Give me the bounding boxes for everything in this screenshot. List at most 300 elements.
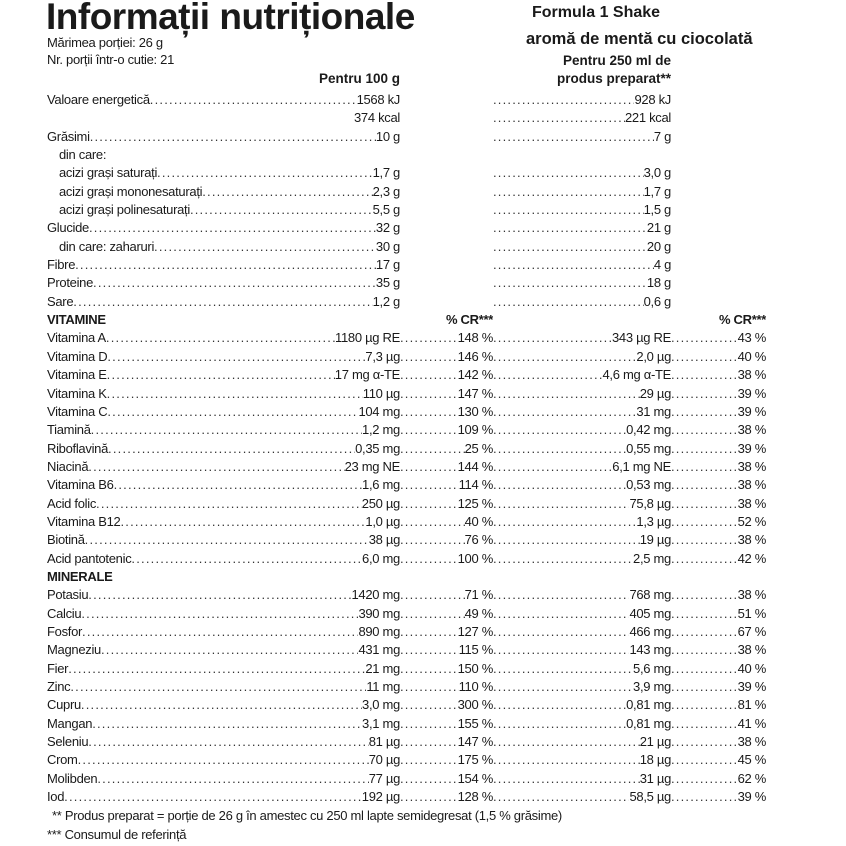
- value-per-250ml: 31 mg: [636, 403, 671, 419]
- dot-leader: [400, 623, 458, 641]
- dot-leader: [671, 751, 738, 769]
- cr-per-100g-cell: [400, 751, 493, 769]
- dot-leader: [671, 274, 766, 292]
- dot-leader: [106, 311, 400, 329]
- dot-leader: [202, 183, 372, 201]
- dot-leader: [671, 623, 738, 641]
- value-per-250ml-cell: [493, 329, 671, 347]
- dot-leader: [400, 458, 458, 476]
- cr-per-100g-cell: [400, 788, 493, 806]
- dot-leader: [400, 329, 458, 347]
- dot-leader: [81, 696, 362, 714]
- value-per-250ml: 21 g: [646, 220, 671, 236]
- cr-per-250ml-cell: [671, 513, 766, 531]
- table-row: [47, 751, 766, 769]
- cr-per-100g-cell: [400, 348, 493, 366]
- cr-per-250ml-cell: [671, 751, 766, 769]
- nutrient-label: Cupru: [47, 697, 81, 713]
- cr-per-100g-cell: [400, 458, 493, 476]
- dot-leader: [90, 128, 376, 146]
- dot-leader: [671, 568, 766, 586]
- dot-leader: [400, 293, 493, 311]
- dot-leader: [400, 385, 458, 403]
- table-row: [47, 219, 766, 237]
- cr-per-250ml: % CR***: [718, 312, 766, 328]
- value-per-250ml-cell: [493, 513, 671, 531]
- nutrient-cell: [47, 476, 400, 494]
- cr-per-250ml-cell: [671, 440, 766, 458]
- nutrient-cell: [47, 238, 400, 256]
- nutrient-cell: [47, 274, 400, 292]
- nutrient-label: Calciu: [47, 605, 82, 621]
- table-row: [47, 513, 766, 531]
- dot-leader: [64, 788, 362, 806]
- table-row: [47, 605, 766, 623]
- cr-per-250ml-cell: [671, 568, 766, 586]
- dot-leader: [493, 586, 629, 604]
- nutrient-cell: [47, 366, 400, 384]
- nutrient-label: Acid folic: [47, 495, 97, 511]
- dot-leader: [493, 531, 640, 549]
- cr-per-250ml-cell: [671, 641, 766, 659]
- value-per-100g: 38 µg: [368, 532, 400, 548]
- cr-per-250ml-cell: [671, 274, 766, 292]
- dot-leader: [671, 660, 738, 678]
- value-per-250ml: 343 µg RE: [612, 330, 671, 346]
- value-per-100g: 17 mg α-TE: [334, 367, 400, 383]
- dot-leader: [400, 219, 493, 237]
- dot-leader: [671, 770, 738, 788]
- value-per-100g: 5,5 g: [372, 202, 400, 218]
- nutrient-cell: [47, 293, 400, 311]
- nutrient-label: Vitamina E: [47, 367, 107, 383]
- value-per-100g: 1,0 µg: [365, 513, 400, 529]
- cr-per-100g-cell: [400, 256, 493, 274]
- dot-leader: [400, 751, 458, 769]
- cr-per-250ml-cell: [671, 458, 766, 476]
- cr-per-250ml-cell: [671, 788, 766, 806]
- cr-per-100g: 130 %: [457, 403, 493, 419]
- cr-per-250ml: 38 %: [737, 458, 766, 474]
- value-per-250ml-cell: [493, 385, 671, 403]
- cr-per-100g: 300 %: [457, 697, 493, 713]
- dot-leader: [493, 164, 644, 182]
- dot-leader: [671, 403, 738, 421]
- nutrient-cell: [47, 660, 400, 678]
- nutrient-cell: [47, 586, 400, 604]
- nutrient-cell: [47, 623, 400, 641]
- table-row: [47, 201, 766, 219]
- cr-per-250ml-cell: [671, 219, 766, 237]
- cr-per-100g-cell: [400, 201, 493, 219]
- value-per-250ml: 19 µg: [639, 532, 671, 548]
- nutrient-cell: [47, 531, 400, 549]
- value-per-250ml: 143 mg: [629, 642, 671, 658]
- dot-leader: [93, 274, 376, 292]
- cr-per-100g-cell: [400, 531, 493, 549]
- cr-per-100g: 115 %: [458, 642, 493, 658]
- nutrient-label: Magneziu: [47, 642, 101, 658]
- cr-per-100g-cell: [400, 586, 493, 604]
- value-per-100g: 110 µg: [362, 385, 400, 401]
- value-per-100g: 17 g: [375, 257, 400, 273]
- column-header-100g: Pentru 100 g: [318, 71, 400, 86]
- value-per-250ml: 768 mg: [629, 587, 671, 603]
- cr-per-250ml-cell: [671, 201, 766, 219]
- dot-leader: [107, 366, 335, 384]
- dot-leader: [400, 550, 458, 568]
- dot-leader: [671, 256, 766, 274]
- cr-per-250ml-cell: [671, 476, 766, 494]
- dot-leader: [671, 495, 738, 513]
- nutrient-cell: [47, 219, 400, 237]
- cr-per-250ml: 39 %: [737, 403, 766, 419]
- cr-per-100g: 154 %: [457, 770, 493, 786]
- value-per-250ml-cell: [493, 421, 671, 439]
- dot-leader: [113, 568, 401, 586]
- value-per-100g: 1568 kJ: [356, 92, 400, 107]
- value-per-250ml: 0,81 mg: [626, 715, 671, 731]
- dot-leader: [400, 403, 458, 421]
- dot-leader: [493, 128, 654, 146]
- value-per-100g: 192 µg: [361, 789, 400, 805]
- nutrient-label: Proteine: [47, 275, 94, 291]
- dot-leader: [493, 733, 640, 751]
- value-per-250ml: 4,6 mg α-TE: [602, 367, 671, 383]
- nutrient-cell: [47, 256, 400, 274]
- nutrient-label: din care: zaharuri: [59, 238, 155, 254]
- nutrient-label: Zinc: [47, 679, 71, 694]
- cr-per-100g-cell: [400, 366, 493, 384]
- dot-leader: [671, 146, 766, 164]
- nutrient-cell: [47, 91, 400, 109]
- dot-leader: [85, 531, 369, 549]
- cr-per-100g: 114 %: [458, 477, 493, 493]
- dot-leader: [493, 421, 626, 439]
- nutrient-cell: [47, 201, 400, 219]
- cr-per-100g-cell: [400, 715, 493, 733]
- cr-per-250ml: 40 %: [737, 660, 766, 676]
- value-per-250ml: 4 g: [653, 257, 671, 273]
- cr-per-250ml-cell: [671, 146, 766, 164]
- cr-per-100g-cell: [400, 513, 493, 531]
- value-per-100g: 431 mg: [358, 642, 400, 658]
- cr-per-250ml-cell: [671, 348, 766, 366]
- dot-leader: [106, 146, 400, 164]
- dot-leader: [671, 531, 738, 549]
- cr-per-100g-cell: [400, 605, 493, 623]
- nutrient-cell: [47, 348, 400, 366]
- dot-leader: [671, 421, 738, 439]
- dot-leader: [400, 660, 458, 678]
- section-header: [47, 568, 766, 586]
- cr-per-250ml-cell: [671, 696, 766, 714]
- cr-per-250ml-cell: [671, 605, 766, 623]
- dot-leader: [493, 440, 626, 458]
- dot-leader: [88, 586, 351, 604]
- dot-leader: [81, 605, 358, 623]
- value-per-250ml: 928 kJ: [634, 92, 671, 107]
- dot-leader: [107, 403, 358, 421]
- dot-leader: [114, 476, 362, 494]
- dot-leader: [671, 476, 738, 494]
- cr-per-250ml-cell: [671, 550, 766, 568]
- value-per-100g: 1420 mg: [351, 587, 400, 603]
- cr-per-250ml-cell: [671, 311, 766, 329]
- footnote-prepared: ** Produs preparat = porție de 26 g în amestec cu 250 ml lapte semidegresat (1,5 % grăsime): [52, 808, 562, 823]
- cr-per-250ml: 41 %: [737, 715, 766, 731]
- dot-leader: [493, 109, 625, 127]
- value-per-100g: 23 mg NE: [344, 458, 400, 474]
- dot-leader: [106, 329, 335, 347]
- dot-leader: [190, 201, 373, 219]
- nutrient-label: Biotină: [47, 532, 85, 548]
- cr-per-100g: 76 %: [464, 532, 493, 548]
- dot-leader: [671, 329, 738, 347]
- value-per-250ml-cell: [493, 660, 671, 678]
- value-per-250ml-cell: [493, 751, 671, 769]
- table-row: [47, 495, 766, 513]
- value-per-250ml-cell: [493, 403, 671, 421]
- value-per-250ml: 6,1 mg NE: [612, 458, 671, 474]
- dot-leader: [400, 513, 465, 531]
- value-per-250ml-cell: [493, 495, 671, 513]
- dot-leader: [92, 715, 362, 733]
- table-row: [47, 531, 766, 549]
- column-header-250ml-line2: produs preparat**: [556, 71, 671, 86]
- cr-per-100g-cell: [400, 146, 493, 164]
- nutrient-cell: [47, 550, 400, 568]
- nutrient-label: Riboflavină: [47, 440, 109, 456]
- table-row: [47, 146, 766, 164]
- nutrient-label: acizi grași saturați: [59, 165, 158, 181]
- dot-leader: [671, 128, 766, 146]
- nutrient-cell: [47, 751, 400, 769]
- cr-per-250ml-cell: [671, 531, 766, 549]
- cr-per-250ml: 52 %: [737, 513, 766, 529]
- nutrient-cell: [47, 146, 400, 164]
- value-per-250ml: 21 µg: [639, 734, 671, 750]
- cr-per-250ml-cell: [671, 164, 766, 182]
- dot-leader: [400, 586, 465, 604]
- cr-per-250ml-cell: [671, 733, 766, 751]
- dot-leader: [493, 623, 629, 641]
- value-per-100g: 11 mg: [366, 679, 400, 694]
- cr-per-250ml: 62 %: [737, 770, 766, 786]
- cr-per-250ml: 38 %: [737, 477, 766, 493]
- nutrient-cell: [47, 421, 400, 439]
- dot-leader: [96, 495, 362, 513]
- cr-per-250ml: 39 %: [737, 679, 766, 694]
- cr-per-100g-cell: [400, 421, 493, 439]
- nutrient-label: Mangan: [47, 715, 93, 731]
- value-per-100g: 21 mg: [365, 660, 400, 676]
- dot-leader: [400, 605, 465, 623]
- cr-per-100g-cell: [400, 495, 493, 513]
- nutrient-cell: [47, 128, 400, 146]
- cr-per-250ml: 39 %: [737, 440, 766, 456]
- dot-leader: [400, 183, 493, 201]
- cr-per-100g-cell: [400, 329, 493, 347]
- value-per-250ml: 466 mg: [629, 623, 671, 639]
- value-per-250ml-cell: [493, 476, 671, 494]
- nutrient-cell: [47, 164, 400, 182]
- dot-leader: [82, 623, 358, 641]
- table-row: [47, 238, 766, 256]
- dot-leader: [493, 476, 626, 494]
- cr-per-100g: 109 %: [457, 422, 493, 438]
- dot-leader: [493, 696, 626, 714]
- cr-per-250ml: 38 %: [737, 422, 766, 438]
- cr-per-100g-cell: [400, 733, 493, 751]
- cr-per-100g-cell: [400, 696, 493, 714]
- page-title: Informații nutriționale: [46, 0, 415, 37]
- value-per-250ml-cell: [493, 238, 671, 256]
- nutrient-label: acizi grași mononesaturați: [59, 183, 203, 199]
- value-per-250ml-cell: [493, 219, 671, 237]
- value-per-250ml: 20 g: [646, 238, 671, 254]
- cr-per-250ml-cell: [671, 715, 766, 733]
- product-flavor: aromă de mentă cu ciocolată: [526, 30, 753, 48]
- cr-per-250ml: 38 %: [737, 495, 766, 511]
- dot-leader: [400, 641, 459, 659]
- dot-leader: [131, 550, 362, 568]
- value-per-250ml-cell: [493, 733, 671, 751]
- cr-per-100g-cell: [400, 678, 493, 696]
- dot-leader: [400, 696, 458, 714]
- value-per-250ml-cell: [493, 201, 671, 219]
- nutrient-cell: [47, 770, 400, 788]
- dot-leader: [121, 513, 366, 531]
- dot-leader: [400, 495, 458, 513]
- table-row: [47, 788, 766, 806]
- value-per-250ml-cell: [493, 586, 671, 604]
- dot-leader: [493, 660, 633, 678]
- cr-per-100g: 71 %: [464, 587, 493, 603]
- value-per-100g: 0,35 mg: [355, 440, 400, 456]
- cr-per-250ml: 38 %: [737, 367, 766, 383]
- table-row: [47, 403, 766, 421]
- dot-leader: [493, 715, 626, 733]
- nutrient-cell: [47, 715, 400, 733]
- dot-leader: [400, 311, 446, 329]
- cr-per-100g-cell: [400, 770, 493, 788]
- cr-per-100g-cell: [400, 403, 493, 421]
- dot-leader: [400, 91, 493, 109]
- value-per-100g: 250 µg: [361, 495, 400, 511]
- cr-per-250ml-cell: [671, 660, 766, 678]
- dot-leader: [70, 678, 366, 696]
- value-per-250ml-cell: [493, 568, 671, 586]
- dot-leader: [493, 183, 644, 201]
- dot-leader: [671, 440, 738, 458]
- nutrient-cell: [47, 513, 400, 531]
- table-row: [47, 91, 766, 109]
- dot-leader: [493, 146, 671, 164]
- servings-per-box: Nr. porții într-o cutie: 21: [47, 52, 175, 67]
- value-per-250ml-cell: [493, 550, 671, 568]
- dot-leader: [671, 183, 766, 201]
- value-per-100g: 30 g: [375, 238, 400, 254]
- value-per-250ml-cell: [493, 274, 671, 292]
- cr-per-250ml: 39 %: [737, 789, 766, 805]
- dot-leader: [493, 550, 633, 568]
- dot-leader: [671, 605, 738, 623]
- cr-per-100g-cell: [400, 91, 493, 109]
- cr-per-250ml: 81 %: [737, 697, 766, 713]
- cr-per-100g-cell: [400, 219, 493, 237]
- dot-leader: [91, 421, 362, 439]
- cr-per-100g: 110 %: [458, 679, 493, 694]
- value-per-250ml-cell: [493, 128, 671, 146]
- cr-per-100g-cell: [400, 128, 493, 146]
- dot-leader: [78, 751, 369, 769]
- cr-per-100g: 150 %: [457, 660, 493, 676]
- dot-leader: [671, 678, 738, 696]
- dot-leader: [400, 733, 458, 751]
- table-row: [47, 109, 766, 127]
- dot-leader: [400, 256, 493, 274]
- dot-leader: [671, 311, 719, 329]
- dot-leader: [400, 348, 458, 366]
- table-row: [47, 715, 766, 733]
- value-per-250ml: 1,7 g: [643, 183, 671, 199]
- dot-leader: [671, 788, 738, 806]
- table-row: [47, 183, 766, 201]
- value-per-100g: 10 g: [375, 128, 400, 144]
- dot-leader: [400, 128, 493, 146]
- value-per-100g: 35 g: [375, 275, 400, 291]
- value-per-250ml-cell: [493, 311, 671, 329]
- dot-leader: [97, 770, 368, 788]
- cr-per-100g-cell: [400, 623, 493, 641]
- nutrient-label: Niacină: [47, 458, 89, 474]
- table-row: [47, 274, 766, 292]
- table-row: [47, 770, 766, 788]
- table-row: [47, 476, 766, 494]
- dot-leader: [671, 715, 738, 733]
- value-per-250ml-cell: [493, 715, 671, 733]
- cr-per-250ml-cell: [671, 385, 766, 403]
- dot-leader: [493, 770, 640, 788]
- dot-leader: [671, 696, 738, 714]
- nutrient-label: Valoare energetică: [47, 92, 150, 107]
- dot-leader: [400, 238, 493, 256]
- dot-leader: [89, 219, 376, 237]
- cr-per-250ml-cell: [671, 421, 766, 439]
- dot-leader: [671, 513, 738, 531]
- cr-per-250ml-cell: [671, 91, 766, 109]
- cr-per-250ml-cell: [671, 495, 766, 513]
- cr-per-100g-cell: [400, 550, 493, 568]
- cr-per-250ml-cell: [671, 366, 766, 384]
- dot-leader: [671, 164, 766, 182]
- dot-leader: [88, 733, 368, 751]
- cr-per-100g: 125 %: [457, 495, 493, 511]
- cr-per-100g-cell: [400, 476, 493, 494]
- cr-per-100g: 128 %: [457, 789, 493, 805]
- dot-leader: [671, 550, 738, 568]
- value-per-100g: 1180 µg RE: [335, 330, 400, 346]
- dot-leader: [493, 605, 629, 623]
- value-per-100g: 70 µg: [368, 752, 400, 768]
- value-per-250ml-cell: [493, 678, 671, 696]
- nutrient-label: Vitamina K: [47, 385, 107, 401]
- cr-per-250ml: 38 %: [737, 587, 766, 603]
- value-per-250ml-cell: [493, 641, 671, 659]
- dot-leader: [493, 256, 654, 274]
- dot-leader: [154, 238, 376, 256]
